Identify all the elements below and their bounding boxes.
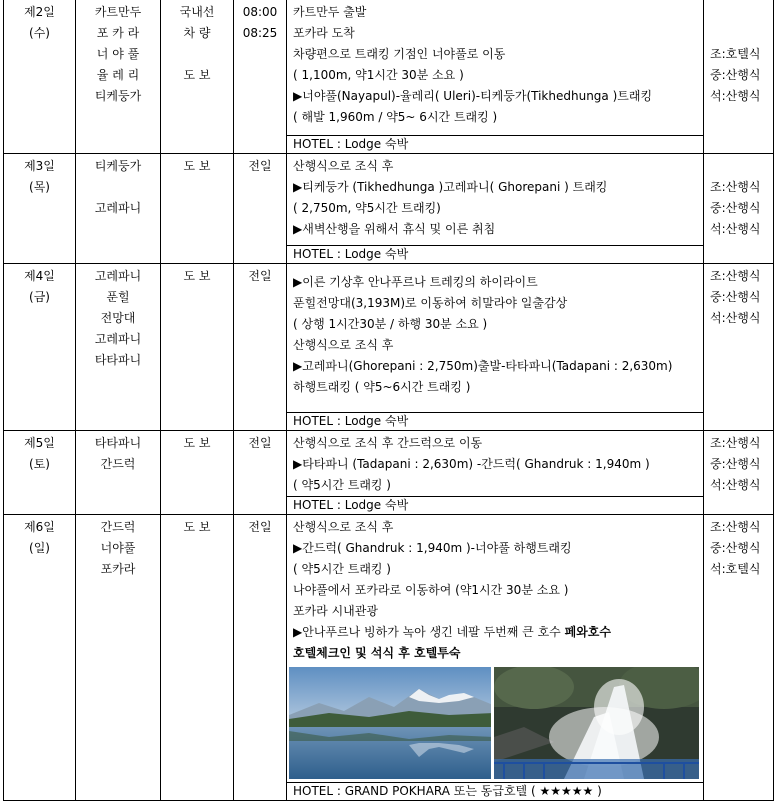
itinerary-row-day6 xyxy=(4,515,774,801)
hotel-line: HOTEL : Lodge 숙박 xyxy=(287,412,703,430)
lake-photo xyxy=(289,667,491,779)
day-cell: 제6일 (일) xyxy=(4,515,76,801)
meal-cell: 조:산행식 중:산행식 석:산행식 xyxy=(704,431,774,515)
schedule-line: 카트만두 출발 xyxy=(293,5,367,19)
place-cell: 고레파니 푼힐 전망대 고레파니 타타파니 xyxy=(76,264,161,431)
day-cell: 제4일 (금) xyxy=(4,264,76,431)
transport-cell: 도 보 xyxy=(161,264,234,431)
hotel-line: HOTEL : Lodge 숙박 xyxy=(287,135,703,153)
schedule-line: 호텔체크인 및 석식 후 호텔투숙 xyxy=(293,646,461,660)
transport-cell: 도 보 xyxy=(161,154,234,264)
schedule-line: ▶고레파니(Ghorepani : 2,750m)출발-타타파니(Tadapani : 2,630m) xyxy=(293,359,673,373)
schedule-line: ▶타타파니 (Tadapani : 2,630m) -간드럭( Ghandruk : 1,940m ) xyxy=(293,457,650,471)
schedule-line: ( 약5시간 트래킹 ) xyxy=(293,562,391,576)
schedule-line: ( 상행 1시간30분 / 하행 30분 소요 ) xyxy=(293,317,488,331)
meal-cell: 조:산행식 중:산행식 석:산행식 xyxy=(704,264,774,431)
place-cell: 티케둥가 고레파니 xyxy=(76,154,161,264)
schedule-line: ( 1,100m, 약1시간 30분 소요 ) xyxy=(293,68,464,82)
schedule-line: 포카라 도착 xyxy=(293,26,355,40)
schedule-line: ▶이른 기상후 안나푸르나 트레킹의 하이라이트 xyxy=(293,275,538,289)
meal-cell: 조:산행식 중:산행식 석:호텔식 xyxy=(704,515,774,801)
day-cell: 제2일 (수) xyxy=(4,0,76,154)
schedule-line: ( 약5시간 트래킹 ) xyxy=(293,478,391,492)
transport-cell: 도 보 xyxy=(161,515,234,801)
meal-cell: 조:호텔식 중:산행식 석:산행식 xyxy=(704,0,774,154)
itinerary-row-day5 xyxy=(4,431,774,515)
schedule-line: 푼힐전망대(3,193M)로 이동하여 히말라야 일출감상 xyxy=(293,296,568,310)
transport-cell: 국내선 차 량 도 보 xyxy=(161,0,234,154)
place-cell: 카트만두 포 카 라 너 야 풀 율 레 리 티케둥가 xyxy=(76,0,161,154)
itinerary-row-day3 xyxy=(4,154,774,264)
meal-cell: 조:산행식 중:산행식 석:산행식 xyxy=(704,154,774,264)
schedule-cell xyxy=(287,0,704,154)
schedule-line: ▶티케둥가 (Tikhedhunga )고레파니( Ghorepani ) 트래킹 xyxy=(293,180,608,194)
schedule-cell xyxy=(287,154,704,264)
place-cell: 간드럭 너야풀 포카라 xyxy=(76,515,161,801)
schedule-line: ▶안나푸르나 빙하가 녹아 생긴 네팔 두번째 큰 호수 페와호수 xyxy=(293,625,611,639)
schedule-line: 차량편으로 트래킹 기점인 너야풀로 이동 xyxy=(293,47,506,61)
time-cell: 08:00 08:25 xyxy=(234,0,287,154)
schedule-line: 산행식으로 조식 후 xyxy=(293,159,394,173)
place-cell: 타타파니 간드럭 xyxy=(76,431,161,515)
schedule-line: 포카라 시내관광 xyxy=(293,604,378,618)
schedule-line: ▶새벽산행을 위해서 휴식 및 이른 취침 xyxy=(293,222,496,236)
schedule-line: 산행식으로 조식 후 간드럭으로 이동 xyxy=(293,436,483,450)
hotel-line: HOTEL : GRAND POKHARA 또는 동급호텔 ( ★★★★★ ) xyxy=(287,782,703,800)
schedule-line: ( 해발 1,960m / 약5~ 6시간 트래킹 ) xyxy=(293,110,498,124)
schedule-cell xyxy=(287,515,704,801)
time-cell: 전일 xyxy=(234,264,287,431)
day-cell: 제3일 (목) xyxy=(4,154,76,264)
schedule-line: 나야풀에서 포카라로 이동하여 (약1시간 30분 소요 ) xyxy=(293,583,569,597)
schedule-line: 산행식으로 조식 후 xyxy=(293,338,394,352)
schedule-cell xyxy=(287,431,704,515)
itinerary-row-day4 xyxy=(4,264,774,431)
schedule-cell xyxy=(287,264,704,431)
day-cell: 제5일 (토) xyxy=(4,431,76,515)
schedule-line: 산행식으로 조식 후 xyxy=(293,520,394,534)
time-cell: 전일 xyxy=(234,154,287,264)
itinerary-row-day2 xyxy=(4,0,774,154)
schedule-line: 하행트래킹 ( 약5~6시간 트래킹 ) xyxy=(293,380,471,394)
hotel-line: HOTEL : Lodge 숙박 xyxy=(287,496,703,514)
schedule-line: ▶간드럭( Ghandruk : 1,940m )-너야풀 하행트래킹 xyxy=(293,541,572,555)
schedule-line: ▶너야풀(Nayapul)-율레리( Uleri)-티케둥가(Tikhedhunga )트래킹 xyxy=(293,89,653,103)
itinerary-table xyxy=(3,0,774,801)
time-cell: 전일 xyxy=(234,431,287,515)
time-cell: 전일 xyxy=(234,515,287,801)
waterfall-photo xyxy=(494,667,699,779)
hotel-line: HOTEL : Lodge 숙박 xyxy=(287,245,703,263)
schedule-line: ( 2,750m, 약5시간 트래킹) xyxy=(293,201,441,215)
transport-cell: 도 보 xyxy=(161,431,234,515)
photo-strip xyxy=(287,667,703,779)
